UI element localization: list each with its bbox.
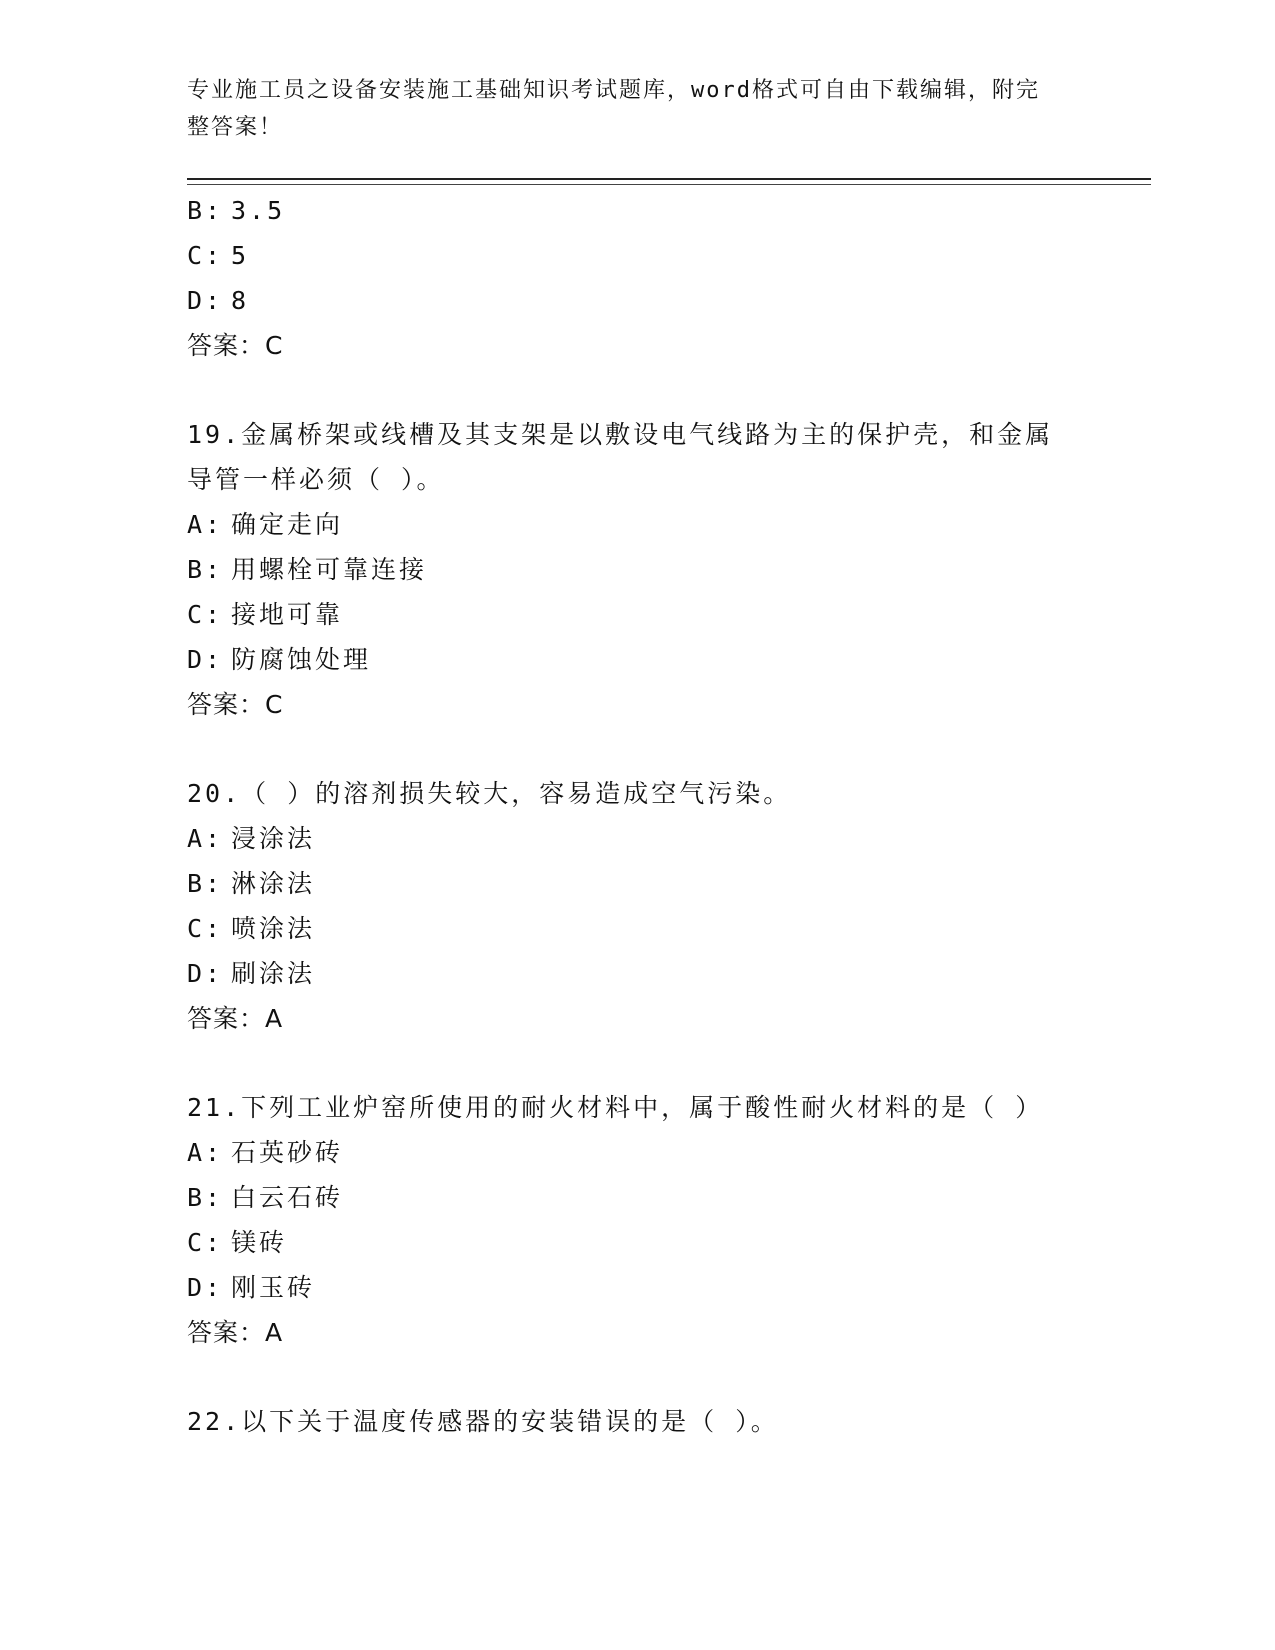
option-d <box>187 278 1087 323</box>
option-key: C: <box>187 914 224 943</box>
previous-question-tail <box>187 188 1087 369</box>
option-text: 确定走向 <box>231 510 344 539</box>
option-text: 3.5 <box>231 196 286 225</box>
question-text-line-1: 21.下列工业炉窑所使用的耐火材料中，属于酸性耐火材料的是（ ） <box>187 1093 1044 1122</box>
question-20 <box>187 771 1087 1042</box>
option-d <box>187 951 1087 996</box>
option-text: 刷涂法 <box>231 959 316 988</box>
question-text-line-1: 20.（ ）的溶剂损失较大，容易造成空气污染。 <box>187 779 792 808</box>
header-line-2: 整答案！ <box>187 115 284 140</box>
option-key: B: <box>187 1183 224 1212</box>
option-text: 5 <box>231 241 250 270</box>
option-text: 喷涂法 <box>231 914 316 943</box>
option-a <box>187 1130 1087 1175</box>
option-key: D: <box>187 959 224 988</box>
option-c <box>187 592 1087 637</box>
option-a <box>187 816 1087 861</box>
question-text-line-2: 导管一样必须（ ）。 <box>187 465 445 494</box>
option-text: 白云石砖 <box>231 1183 344 1212</box>
option-a <box>187 502 1087 547</box>
option-key: D: <box>187 1273 224 1302</box>
option-key: B: <box>187 196 224 225</box>
option-key: B: <box>187 555 224 584</box>
spacer <box>187 728 1087 771</box>
option-text: 石英砂砖 <box>231 1138 344 1167</box>
option-text: 用螺栓可靠连接 <box>231 555 428 584</box>
option-key: D: <box>187 286 224 315</box>
option-key: B: <box>187 869 224 898</box>
answer-line: 答案：A <box>187 1318 284 1347</box>
spacer <box>187 369 1087 412</box>
spacer <box>187 1042 1087 1085</box>
option-key: A: <box>187 510 224 539</box>
option-text: 8 <box>231 286 250 315</box>
option-text: 淋涂法 <box>231 869 316 898</box>
option-d <box>187 1265 1087 1310</box>
option-text: 镁砖 <box>231 1228 288 1257</box>
spacer <box>187 1356 1087 1399</box>
option-c <box>187 906 1087 951</box>
answer-line: 答案：A <box>187 1004 284 1033</box>
option-c <box>187 1220 1087 1265</box>
header-divider-thin <box>187 184 1151 185</box>
question-19 <box>187 412 1087 728</box>
option-b <box>187 547 1087 592</box>
option-key: D: <box>187 645 224 674</box>
question-text-line-1: 22.以下关于温度传感器的安装错误的是（ ）。 <box>187 1407 779 1436</box>
option-text: 浸涂法 <box>231 824 316 853</box>
question-list <box>187 188 1087 1444</box>
option-b <box>187 188 1087 233</box>
option-key: C: <box>187 1228 224 1257</box>
option-key: A: <box>187 824 224 853</box>
header-line-1: 专业施工员之设备安装施工基础知识考试题库，word格式可自由下载编辑，附完 <box>187 78 1040 103</box>
option-text: 防腐蚀处理 <box>231 645 372 674</box>
option-text: 刚玉砖 <box>231 1273 316 1302</box>
option-key: A: <box>187 1138 224 1167</box>
option-b <box>187 861 1087 906</box>
question-22 <box>187 1399 1087 1444</box>
question-21 <box>187 1085 1087 1356</box>
option-key: C: <box>187 241 224 270</box>
option-c <box>187 233 1087 278</box>
option-key: C: <box>187 600 224 629</box>
answer-line: 答案：C <box>187 331 284 360</box>
document-header <box>187 72 1067 146</box>
option-text: 接地可靠 <box>231 600 344 629</box>
option-b <box>187 1175 1087 1220</box>
option-d <box>187 637 1087 682</box>
header-divider-thick <box>187 178 1151 180</box>
question-text-line-1: 19.金属桥架或线槽及其支架是以敷设电气线路为主的保护壳，和金属 <box>187 420 1054 449</box>
answer-line: 答案：C <box>187 690 284 719</box>
